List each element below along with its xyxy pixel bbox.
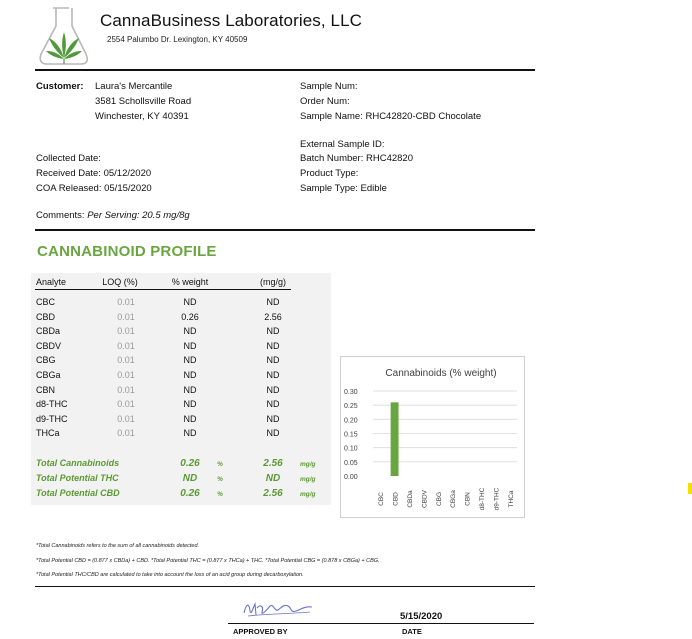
company-name: CannaBusiness Laboratories, LLC <box>100 11 363 30</box>
total-pct-unit: % <box>217 491 223 498</box>
pct-weight-value: ND <box>183 384 197 395</box>
y-tick-label: 0.10 <box>344 445 358 453</box>
table-header-rule <box>35 289 291 290</box>
x-tick-label: d8-THC <box>479 487 486 511</box>
mg-per-g-value: 2.56 <box>264 311 282 322</box>
y-tick-label: 0.25 <box>344 403 358 411</box>
mg-per-g-value: ND <box>266 326 280 337</box>
pct-weight-value: 0.26 <box>181 311 199 322</box>
mg-per-g-value: ND <box>266 413 280 424</box>
pct-weight-value: ND <box>183 370 197 380</box>
total-pct-value: 0.26 <box>180 458 200 469</box>
loq-value: 0.01 <box>117 311 135 322</box>
total-pct-unit: % <box>217 476 223 483</box>
loq-value: 0.01 <box>117 428 135 439</box>
analyte-name: CBC <box>36 297 56 307</box>
mg-per-g-value: ND <box>266 428 280 439</box>
customer-label: Customer: <box>36 81 84 92</box>
total-label: Total Cannabinoids <box>36 458 120 468</box>
x-tick-label: CBDa <box>407 490 414 508</box>
order-num: Order Num: <box>300 96 350 107</box>
total-mg-value: 2.56 <box>263 458 283 469</box>
comments-divider <box>35 229 535 231</box>
mg-per-g-value: ND <box>266 370 280 380</box>
total-mg-value: 2.56 <box>263 488 283 499</box>
lab-flask-logo <box>35 4 93 68</box>
yellow-marker <box>688 483 692 494</box>
sample-type: Sample Type: Edible <box>300 183 387 194</box>
pct-weight-value: ND <box>183 297 197 307</box>
external-sample-id: External Sample ID: <box>300 139 385 150</box>
section-title: CANNABINOID PROFILE <box>37 243 217 260</box>
total-mg-unit: mg/g <box>300 461 316 468</box>
total-label: Total Potential CBD <box>36 488 120 498</box>
col-header-mg-per-g: (mg/g) <box>259 277 286 287</box>
approval-date: 5/15/2020 <box>400 611 443 622</box>
mg-per-g-value: ND <box>266 355 280 366</box>
x-tick-label: CBG <box>435 491 443 507</box>
comments-value: Per Serving: 20.5 mg/8g <box>87 210 190 221</box>
batch-number: Batch Number: RHC42820 <box>300 153 413 164</box>
loq-value: 0.01 <box>117 355 135 366</box>
total-pct-value: 0.26 <box>180 488 200 499</box>
x-tick-label: CBD <box>392 492 400 506</box>
total-pct-value: ND <box>182 473 198 484</box>
analyte-name: CBDa <box>36 326 61 337</box>
loq-value: 0.01 <box>117 340 135 351</box>
bar-cbd <box>391 402 399 476</box>
approved-by-label: APPROVED BY <box>233 627 288 636</box>
pct-weight-value: ND <box>183 399 197 410</box>
analyte-name: d8-THC <box>36 399 68 410</box>
chart-svg <box>341 357 524 517</box>
sample-name: Sample Name: RHC42820-CBD Chocolate <box>300 111 482 122</box>
mg-per-g-value: ND <box>266 384 280 395</box>
total-label: Total Potential THC <box>36 473 119 483</box>
collected-date: Collected Date: <box>36 153 101 164</box>
total-mg-unit: mg/g <box>300 476 316 483</box>
analyte-name: CBGa <box>36 370 61 380</box>
pct-weight-value: ND <box>183 428 197 439</box>
comments <box>36 210 190 221</box>
loq-value: 0.01 <box>117 413 135 424</box>
header-divider <box>35 69 535 71</box>
analyte-name: THCa <box>36 428 60 439</box>
mg-per-g-value: ND <box>266 340 280 351</box>
footnote-divider <box>35 586 535 587</box>
mg-per-g-value: ND <box>266 399 280 410</box>
pct-weight-value: ND <box>183 413 197 424</box>
y-tick-label: 0.05 <box>344 459 358 467</box>
col-header-analyte: Analyte <box>36 277 67 287</box>
loq-value: 0.01 <box>117 326 135 337</box>
y-tick-label: 0.30 <box>344 389 358 396</box>
product-type: Product Type: <box>300 168 359 179</box>
analyte-name: CBN <box>36 384 56 395</box>
footnote-decarboxylation: *Total Potential THC/CBD are calculated to take into account the loss of an acid group during decarboxylation. <box>36 572 304 578</box>
x-tick-label: d9-THC <box>493 487 501 511</box>
footnote-potential-formulas: *Total Potential CBD = (0.877 x CBDa) + CBD. *Total Potential THC = (0.877 x THCa) + THC. *Total Potential CBG = (0.878 x CBGa) + CBG. <box>36 558 380 564</box>
y-tick-label: 0.00 <box>344 474 358 481</box>
approver-signature <box>240 598 315 620</box>
received-date: Received Date: 05/12/2020 <box>36 168 152 179</box>
col-header-loq: LOQ (%) <box>102 277 138 287</box>
sample-num: Sample Num: <box>300 81 358 92</box>
x-tick-label: THCa <box>507 490 515 508</box>
y-tick-label: 0.15 <box>344 431 358 439</box>
company-address: 2554 Palumbo Dr. Lexington, KY 40509 <box>107 35 248 44</box>
loq-value: 0.01 <box>117 384 135 395</box>
x-tick-label: CBN <box>464 492 472 506</box>
x-tick-label: CBDV <box>421 489 429 509</box>
pct-weight-value: ND <box>183 326 197 337</box>
col-header-pct-weight: % weight <box>171 277 209 287</box>
x-tick-label: CBC <box>378 492 386 506</box>
y-tick-label: 0.20 <box>344 417 358 425</box>
date-label: DATE <box>402 627 422 636</box>
loq-value: 0.01 <box>117 399 135 410</box>
comments-label: Comments: <box>36 210 85 221</box>
signature-line <box>228 623 534 624</box>
footnote-total-cannabinoids: *Total Cannabinoids refers to the sum of all cannabinoids detected. <box>36 543 200 549</box>
loq-value: 0.01 <box>117 370 135 380</box>
total-mg-value: ND <box>265 473 281 484</box>
customer-city: Winchester, KY 40391 <box>95 111 189 122</box>
analyte-name: d9-THC <box>36 413 68 424</box>
pct-weight-value: ND <box>183 340 197 351</box>
total-mg-unit: mg/g <box>300 491 316 498</box>
customer-name: Laura's Mercantile <box>95 81 173 92</box>
coa-released-date: COA Released: 05/15/2020 <box>36 183 152 194</box>
mg-per-g-value: ND <box>266 297 280 307</box>
chart-title: Cannabinoids (% weight) <box>385 368 497 379</box>
analyte-name: CBDV <box>36 340 62 351</box>
total-pct-unit: % <box>217 461 223 468</box>
loq-value: 0.01 <box>117 297 135 307</box>
customer-street: 3581 Schollsville Road <box>95 96 192 107</box>
pct-weight-value: ND <box>183 355 197 366</box>
analyte-name: CBD <box>36 311 56 322</box>
x-tick-label: CBGa <box>450 490 458 508</box>
analyte-name: CBG <box>36 355 56 366</box>
cannabinoid-chart <box>340 356 525 518</box>
